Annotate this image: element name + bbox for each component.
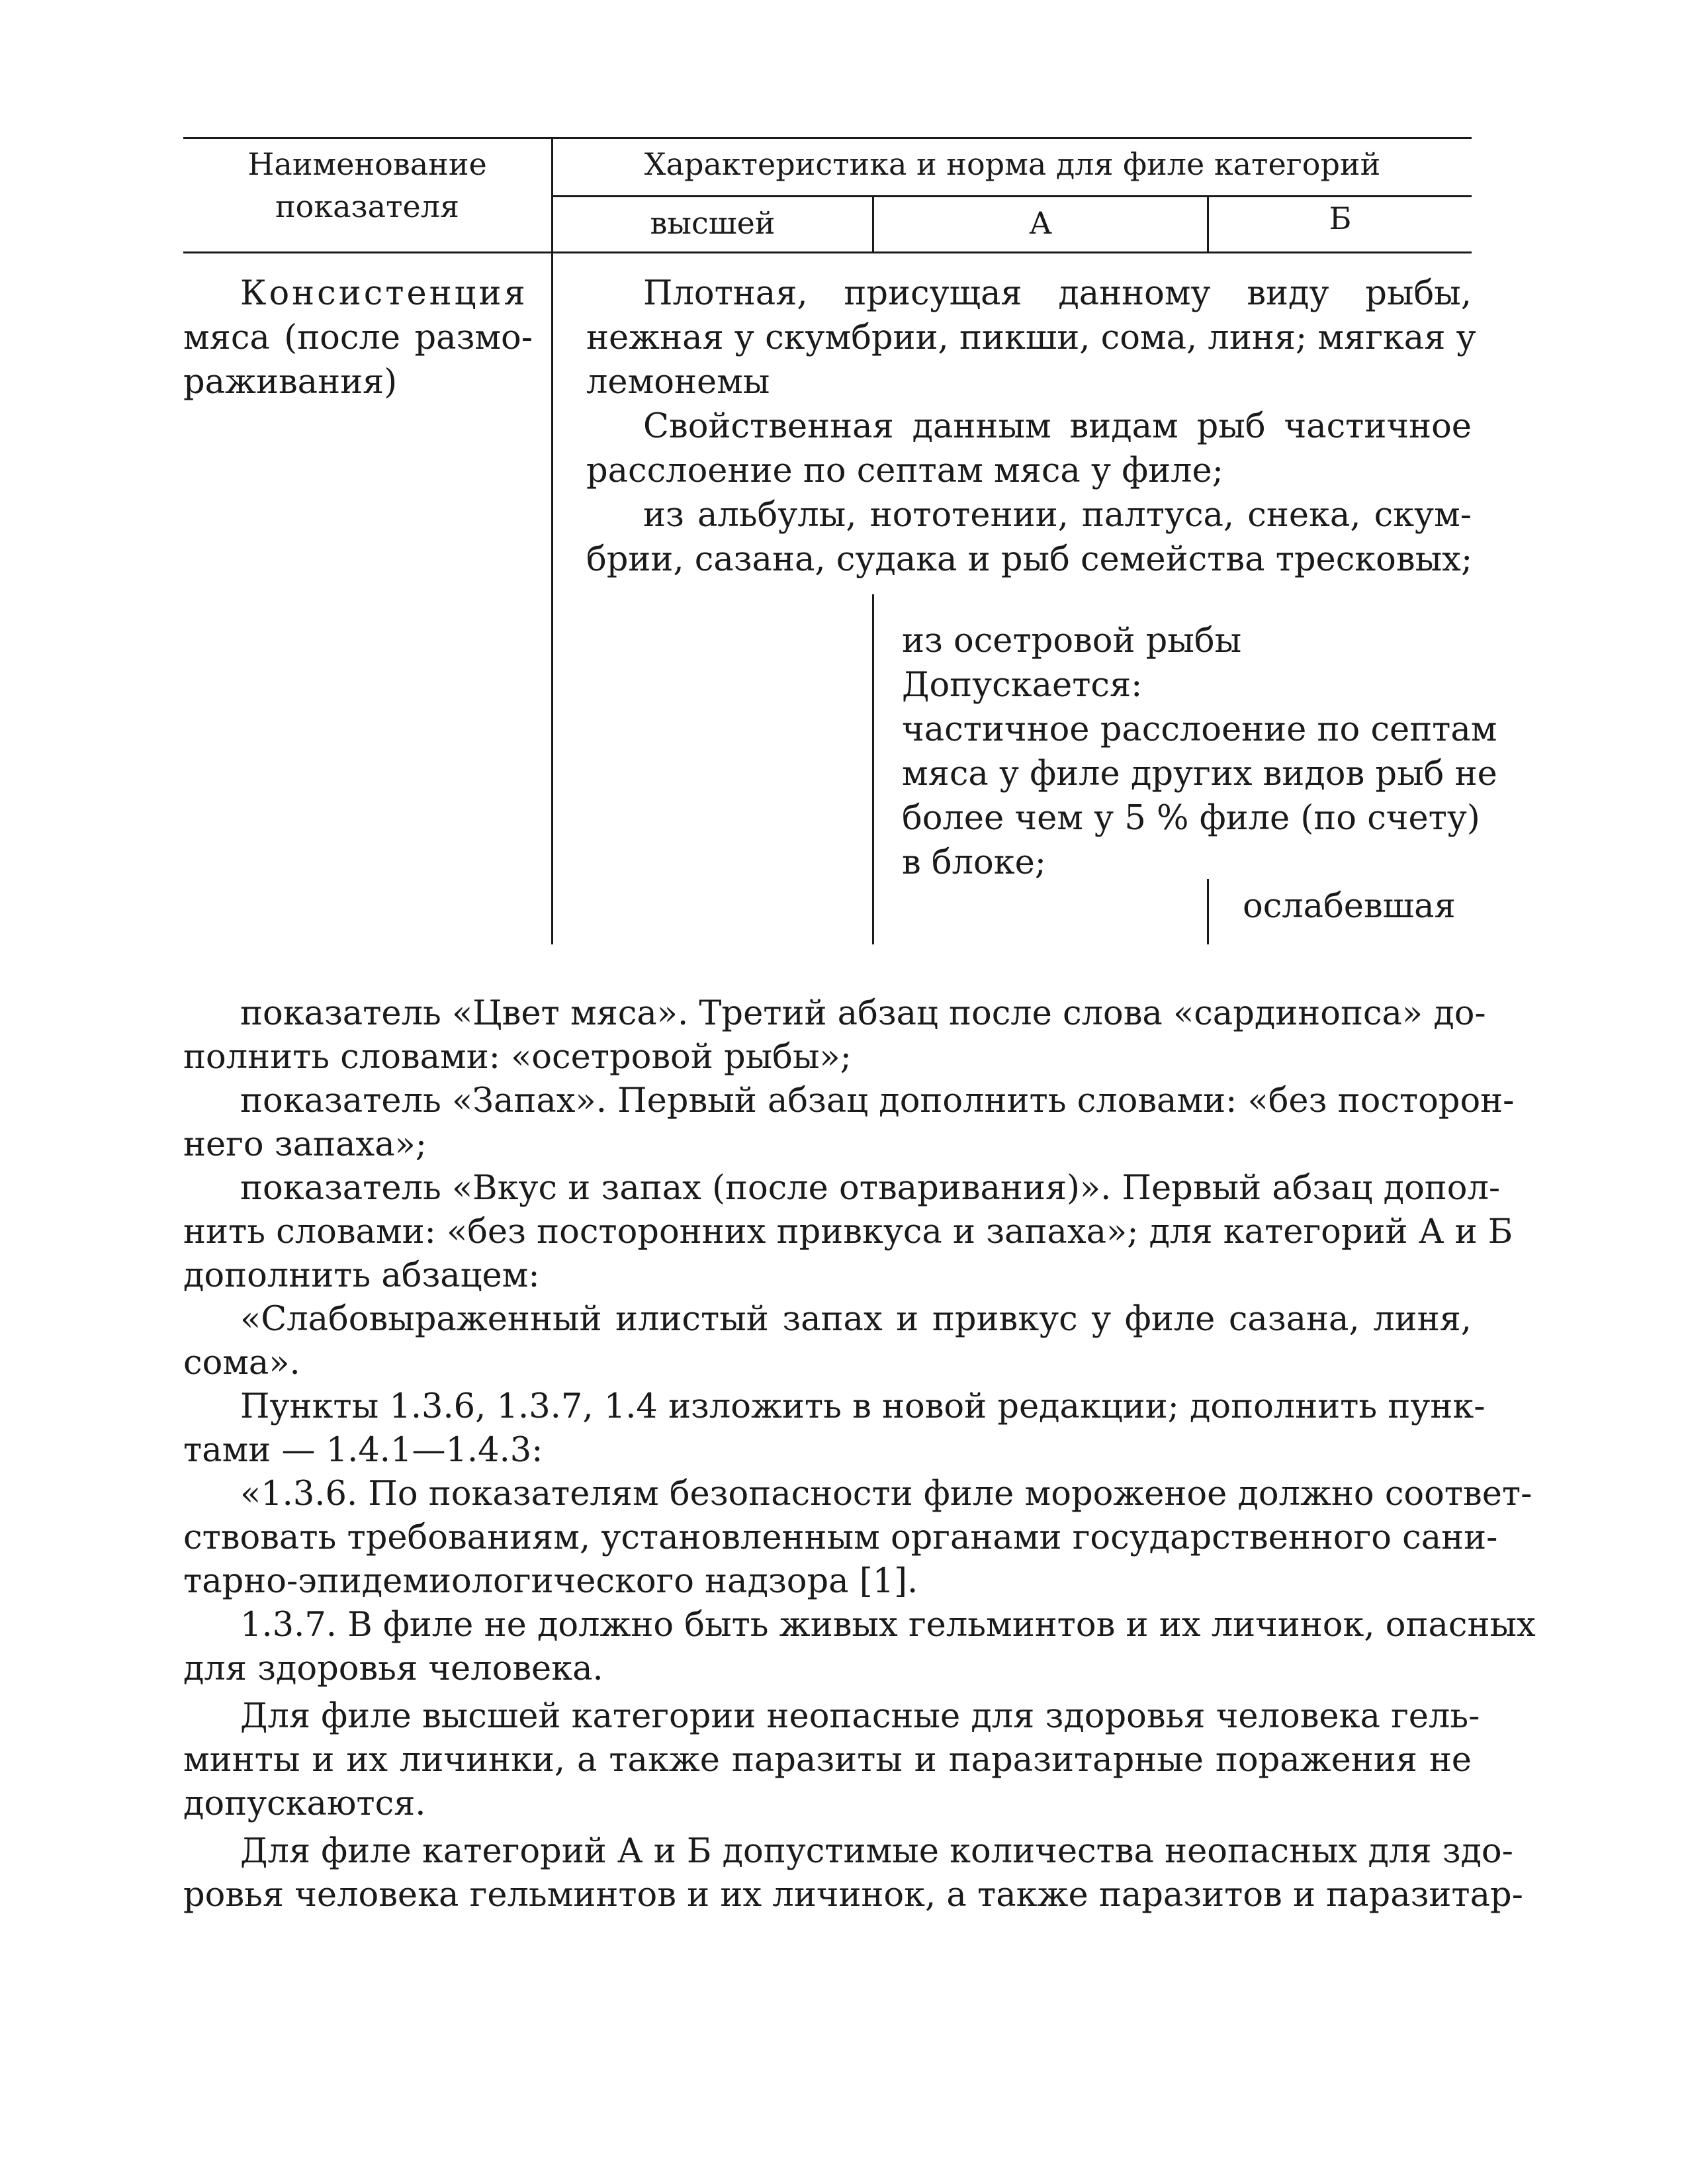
- header-indicator-name: [183, 143, 551, 228]
- header-category-a: А: [1029, 205, 1052, 241]
- ab-line-6: в блоке;: [902, 843, 1046, 882]
- paragraph-line: Пункты 1.3.6, 1.3.7, 1.4 изложить в новой редакции; дополнить пунк-: [240, 1387, 1486, 1426]
- paragraph-line: тарно-эпидемиологического надзора [1].: [183, 1562, 918, 1601]
- paragraph-line: для здоровья человека.: [183, 1649, 603, 1688]
- paragraph-line: показатель «Цвет мяса». Третий абзац после слова «сардинопса» до-: [240, 994, 1486, 1033]
- paragraph-smell: [183, 1079, 1515, 1167]
- paragraph-color: [183, 992, 1486, 1079]
- table-partial-divider-ab: [872, 594, 874, 944]
- paragraph-line: показатель «Запах». Первый абзац дополнить словами: «без посторон-: [240, 1081, 1515, 1120]
- paragraph-line: «1.3.6. По показателям безопасности филе мороженое должно соответ-: [240, 1475, 1532, 1514]
- row-category-b-text: ослабевшая: [1243, 887, 1456, 926]
- ab-line-4: мяса у филе других видов рыб не: [902, 754, 1497, 794]
- paragraph-1-3-7: [183, 1604, 1536, 1691]
- header-category-b: Б: [1329, 201, 1352, 236]
- paragraph-line: ровья человека гельминтов и их личинок, а также паразитов и паразитар-: [183, 1876, 1523, 1915]
- row-indicator-name-line-1: Консистенция: [240, 274, 528, 313]
- all-cats-line-6: из альбулы, нототении, палтуса, снека, скум-: [643, 496, 1472, 535]
- paragraph-line: «Слабовыраженный илистый запах и привкус у филе сазана, линя,: [240, 1300, 1472, 1339]
- paragraph-categories-ab: [183, 1830, 1523, 1917]
- ab-line-1: из осетровой рыбы: [902, 621, 1242, 660]
- paragraph-line: Для филе высшей категории неопасные для здоровья человека гель-: [240, 1697, 1480, 1736]
- paragraph-line: ствовать требованиям, установленным органами государственного сани-: [183, 1518, 1498, 1557]
- paragraph-highest-category: [183, 1695, 1480, 1826]
- ab-line-3: частичное расслоение по септам: [902, 710, 1497, 749]
- paragraph-line: 1.3.7. В филе не должно быть живых гельминтов и их личинок, опасных: [240, 1606, 1536, 1645]
- row-categories-ab-text: [902, 619, 1497, 885]
- paragraph-line: допускаются.: [183, 1784, 426, 1823]
- paragraph-line: минты и их личинки, а также паразиты и паразитарные поражения не: [183, 1741, 1472, 1780]
- table-header-bottom-rule: [183, 251, 1472, 253]
- table-col-divider-name: [551, 137, 553, 944]
- all-cats-line-3: лемонемы: [586, 363, 770, 402]
- paragraph-clauses-edit: [183, 1385, 1486, 1473]
- paragraph-line: нить словами: «без посторонних привкуса и запаха»; для категорий А и Б: [183, 1212, 1513, 1251]
- header-indicator-name-line-1: Наименование: [247, 146, 487, 182]
- paragraph-line: сома».: [183, 1343, 300, 1383]
- row-indicator-name-line-3: раживания): [183, 363, 398, 402]
- paragraph-line: дополнить абзацем:: [183, 1256, 540, 1295]
- paragraph-line: него запаха»;: [183, 1125, 427, 1164]
- paragraph-line: полнить словами: «осетровой рыбы»;: [183, 1038, 852, 1077]
- ab-line-2: Допускается:: [902, 666, 1143, 705]
- all-cats-line-5: расслоение по септам мяса у филе;: [586, 451, 1223, 490]
- all-cats-line-2: нежная у скумбрии, пикши, сома, линя; мягкая у: [586, 318, 1476, 357]
- paragraph-line: Для филе категорий А и Б допустимые количества неопасных для здо-: [240, 1832, 1513, 1871]
- all-cats-line-7: брии, сазана, судака и рыб семейства тресковых;: [586, 540, 1473, 579]
- header-category-highest: высшей: [650, 205, 776, 241]
- table-partial-divider-b: [1207, 879, 1209, 944]
- row-all-categories-text: [586, 271, 1476, 582]
- all-cats-line-4: Свойственная данным видам рыб частичное: [643, 407, 1472, 446]
- header-category-group: Характеристика и норма для филе категорий: [644, 146, 1381, 182]
- all-cats-line-1: Плотная, присущая данному виду рыбы,: [643, 274, 1472, 313]
- row-indicator-name: [183, 271, 533, 404]
- row-indicator-name-line-2: мяса (после размо-: [183, 318, 533, 357]
- body-text: [183, 992, 1536, 1917]
- paragraph-taste-smell: [183, 1167, 1513, 1298]
- paragraph-1-3-6: [183, 1473, 1532, 1604]
- header-indicator-name-line-2: показателя: [275, 189, 459, 224]
- table-top-rule: [183, 137, 1472, 139]
- paragraph-line: показатель «Вкус и запах (после отваривания)». Первый абзац допол-: [240, 1169, 1501, 1208]
- paragraph-quote-muddy-smell: [183, 1298, 1472, 1385]
- paragraph-line: тами — 1.4.1—1.4.3:: [183, 1431, 543, 1470]
- ab-line-5: более чем у 5 % филе (по счету): [902, 799, 1480, 838]
